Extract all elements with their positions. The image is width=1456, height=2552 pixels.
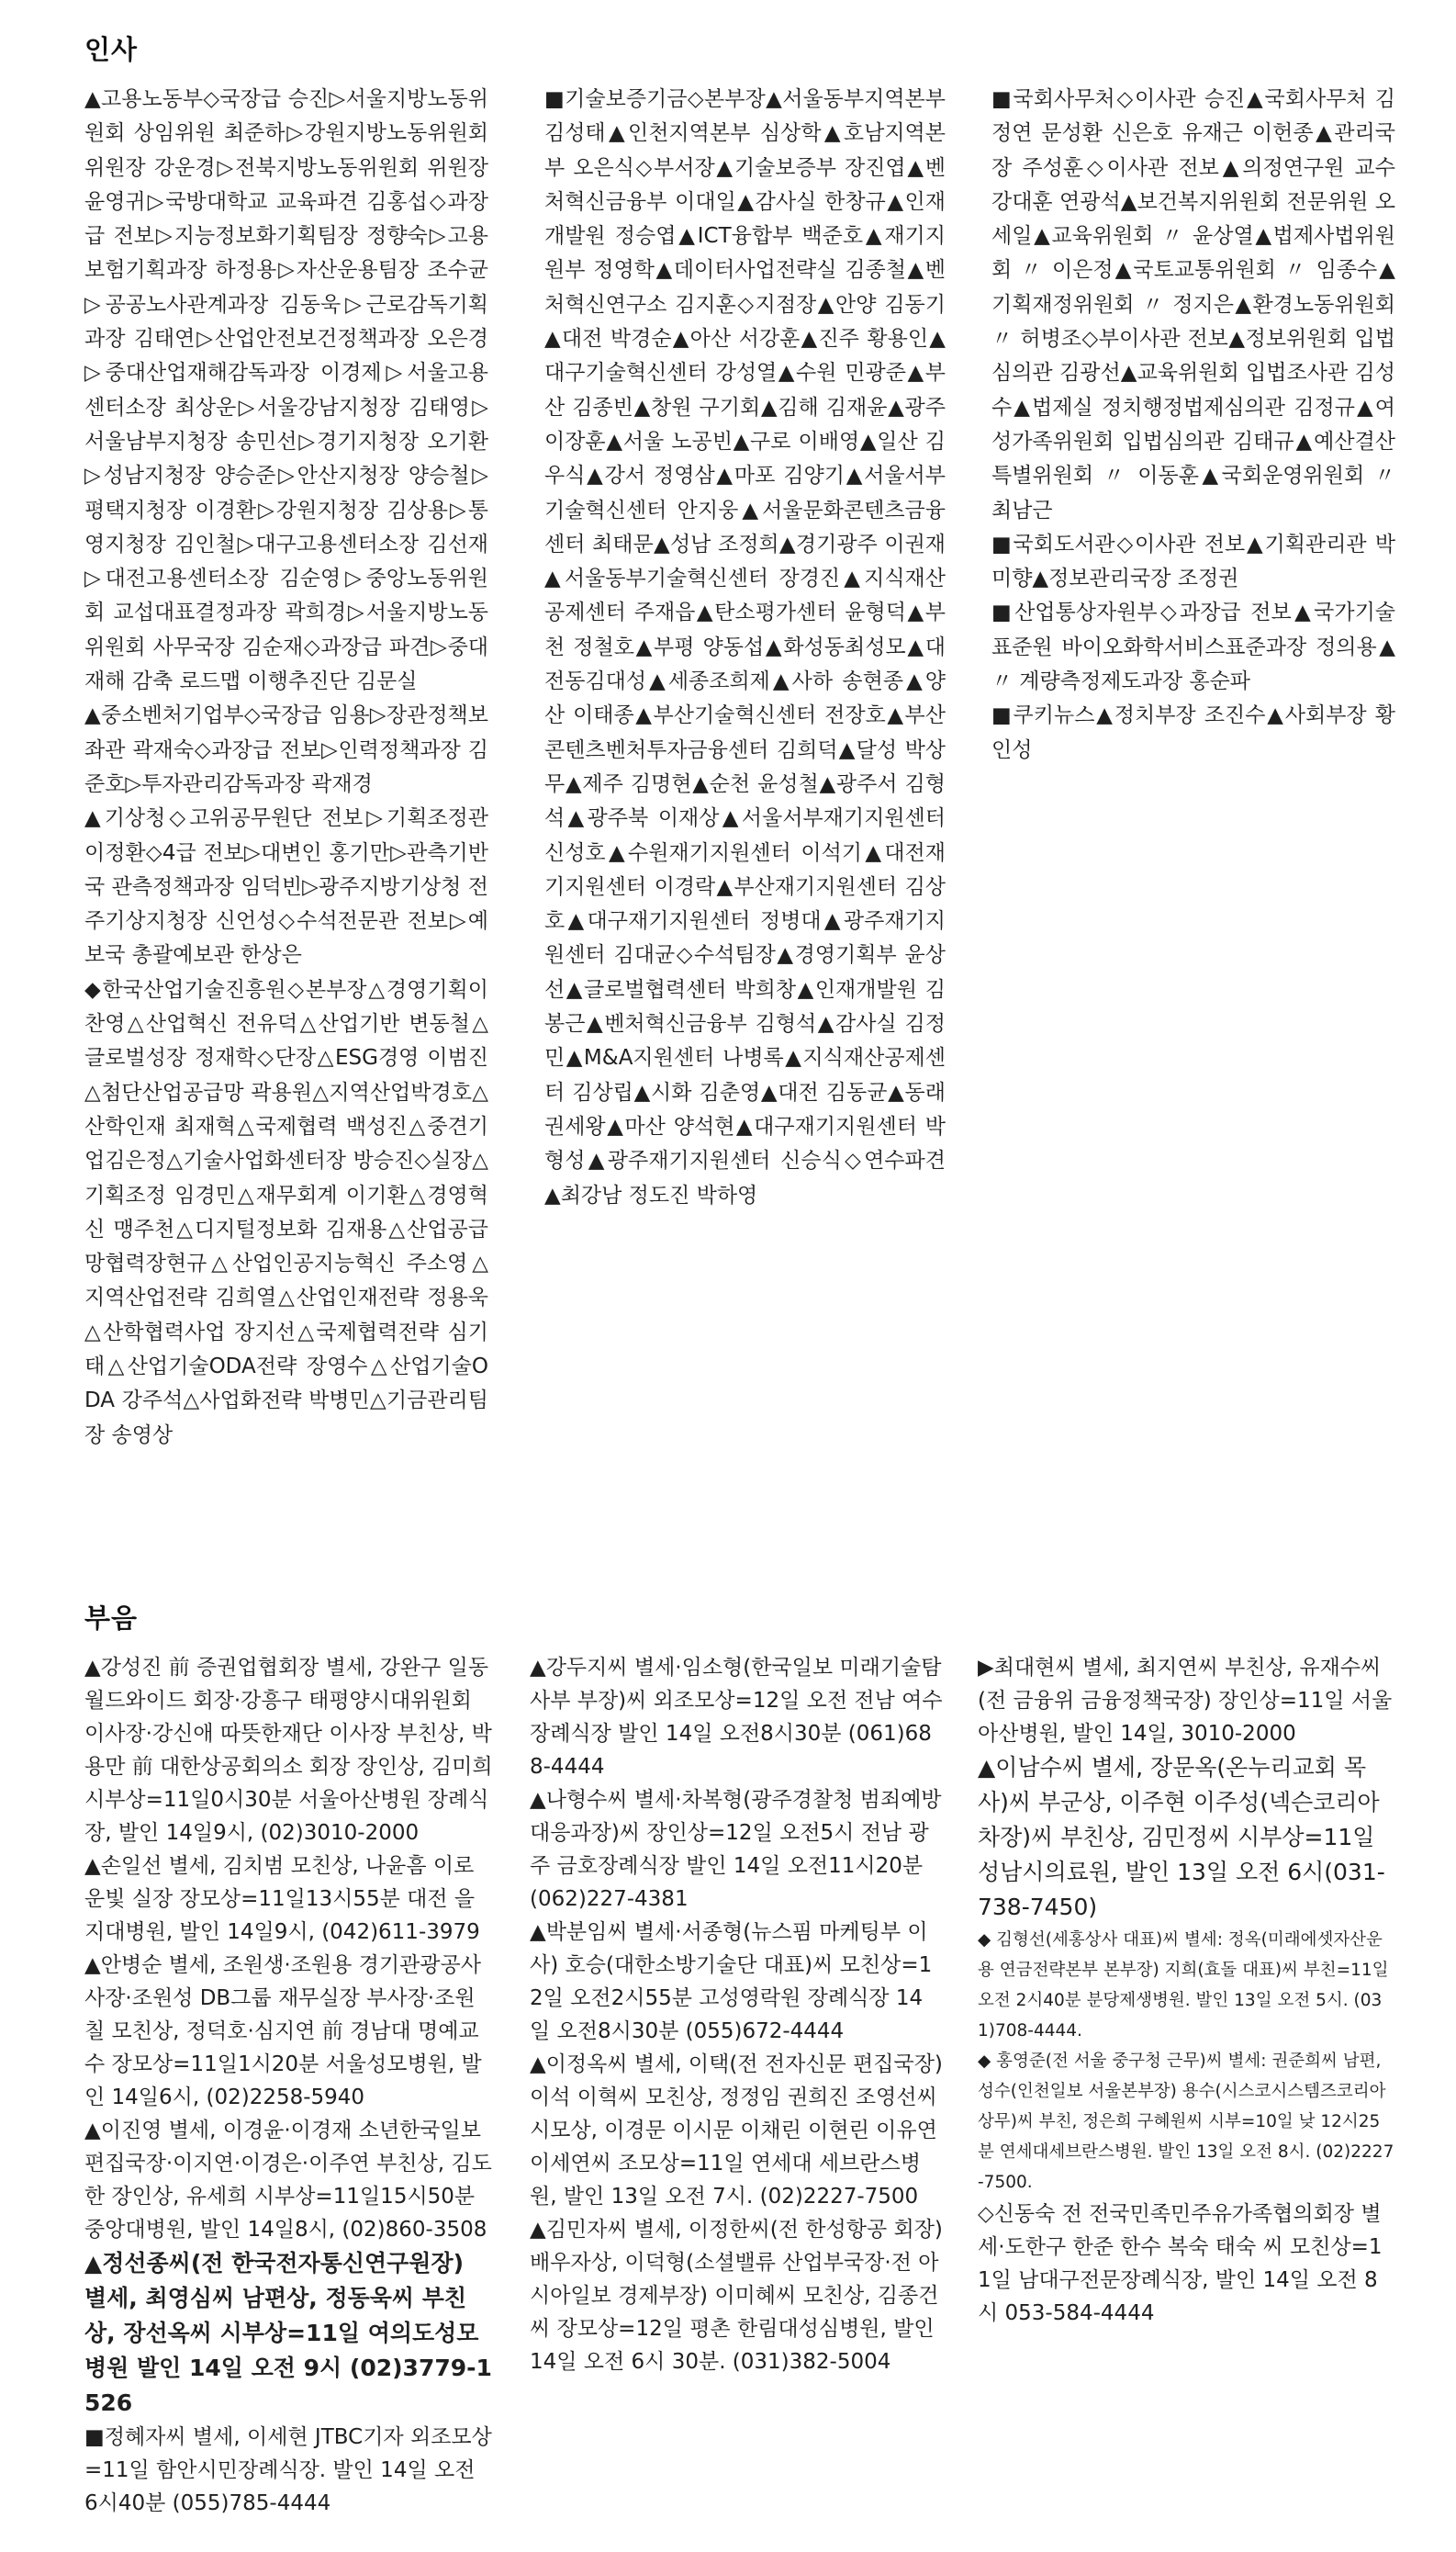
- personnel-entry: ■산업통상자원부◇과장급 전보▲국가기술표준원 바이오화학서비스표준과장 정의용▲〃 계량측정제도과장 홍순파: [991, 601, 1395, 694]
- personnel-entry: ▲기상청◇고위공무원단 전보▷기획조정관 이정환◇4급 전보▷대변인 홍기만▷관측기반국 관측정책과장 임덕빈▷광주지방기상청 전주기상지청장 신언성◇수석전문관 전보▷예보국 총괄예보관 한상은: [84, 806, 488, 968]
- obituary-column-3: [978, 1651, 1395, 2330]
- obituary-entry: ▲박분임씨 별세·서종형(뉴스핌 마케팅부 이사) 호승(대한소방기술단 대표)씨 모친상=12일 오전2시55분 고성영락원 장례식장 14일 오전8시30분 (055)672-4444: [530, 1920, 933, 2043]
- obituary-entry: ▶최대현씨 별세, 최지연씨 부친상, 유재수씨(전 금융위 금융정책국장) 장인상=11일 서울아산병원, 발인 14일, 3010-2000: [978, 1656, 1393, 1746]
- personnel-entry: ■국회도서관◇이사관 전보▲기획관리관 박미향▲정보관리국장 조정권: [991, 532, 1395, 591]
- personnel-entry: ■쿠키뉴스▲정치부장 조진수▲사회부장 황인성: [991, 703, 1395, 762]
- obituary-entry: ▲이진영 별세, 이경윤·이경재 소년한국일보 편집국장·이지연·이경은·이주연 부친상, 김도한 장인상, 유세희 시부상=11일15시50분 중앙대병원, 발인 14일8시, (02)860-3508: [84, 2119, 492, 2242]
- obituary-entry: ▲나형수씨 별세·차복형(광주경찰청 범죄예방대응과장)씨 장인상=12일 오전5시 전남 광주 금호장례식장 발인 14일 오전11시20분 (062)227-4381: [530, 1788, 942, 1911]
- obituary-column-1: [84, 1651, 493, 2520]
- obituary-entry: ◆ 김형선(세홍상사 대표)씨 별세: 정옥(미래에셋자산운용 연금전략본부 본부장) 지희(효돌 대표)씨 부친=11일 오전 2시40분 분당제생병원. 발인 13일 오전 5시. (031)708-4444.: [978, 1930, 1389, 2040]
- obituary-column-2: [530, 1651, 943, 2378]
- obituary-entry: ◆ 홍영준(전 서울 중구청 근무)씨 별세: 권준희씨 남편, 성수(인천일보 서울본부장) 용수(시스코시스템즈코리아 상무)씨 부친, 정은희 구혜원씨 시부=10일 낮 12시25분 연세대세브란스병원. 발인 13일 오전 8시. (02)2227-7500.: [978, 2052, 1394, 2192]
- personnel-column-2: [544, 83, 946, 1213]
- obituary-entry: ▲이정옥씨 별세, 이택(전 전자신문 편집국장) 이석 이혁씨 모친상, 정정임 권희진 조영선씨 시모상, 이경문 이시문 이채린 이현린 이유연 이세연씨 조모상=11일 연세대 세브란스병원, 발인 13일 오전 7시. (02)2227-7500: [530, 2052, 943, 2209]
- personnel-section-title: 인사: [84, 34, 139, 65]
- obituary-entry: ■정혜자씨 별세, 이세현 JTBC기자 외조모상=11일 함안시민장례식장. 발인 14일 오전 6시40분 (055)785-4444: [84, 2425, 492, 2515]
- personnel-entry: ◆한국산업기술진흥원◇본부장△경영기획이찬영△산업혁신 전유덕△산업기반 변동철△글로벌성장 정재학◇단장△ESG경영 이범진△첨단산업공급망 곽용원△지역산업박경호△산학인재 최재혁△국제협력 백성진△중견기업김은정△기술사업화센터장 방승진◇실장△기획조정 임경민△재무회계 이기환△경영혁신 맹주천△디지털정보화 김재용△산업공급망협력장현규△산업인공지능혁신 주소영△지역산업전략 김희열△산업인재전략 정용욱△산학협력사업 장지선△국제협력전략 심기태△산업기술ODA전략 장영수△산업기술ODA 강주석△사업화전략 박병민△기금관리팀장 송영상: [84, 977, 488, 1447]
- personnel-entry: ▲중소벤처기업부◇국장급 임용▷장관정책보좌관 곽재숙◇과장급 전보▷인력정책과장 김준호▷투자관리감독과장 곽재경: [84, 703, 488, 796]
- obituary-entry: ▲이남수씨 별세, 장문옥(온누리교회 목사)씨 부군상, 이주현 이주성(넥슨코리아 차장)씨 부친상, 김민정씨 시부상=11일 성남시의료원, 발인 13일 오전 6시(031-738-7450): [978, 1754, 1385, 1920]
- obituary-entry: ◇신동숙 전 전국민족민주유가족협의회장 별세·도한구 한준 한수 복숙 태숙 씨 모친상=11일 남대구전문장례식장, 발인 14일 오전 8시 053-584-4444: [978, 2202, 1383, 2325]
- obituary-entry: ▲정선종씨(전 한국전자통신연구원장) 별세, 최영심씨 남편상, 정동욱씨 부친상, 장선옥씨 시부상=11일 여의도성모병원 발인 14일 오전 9시 (02)3779-1526: [84, 2250, 492, 2416]
- personnel-column-1: [84, 83, 488, 1453]
- personnel-entry: ▲고용노동부◇국장급 승진▷서울지방노동위원회 상임위원 최준하▷강원지방노동위원회 위원장 강운경▷전북지방노동위원회 위원장 윤영귀▷국방대학교 교육파견 김홍섭◇과장급 전보▷지능정보화기획팀장 정향숙▷고용보험기획과장 하정용▷자산운용팀장 조수균▷공공노사관계과장 김동욱▷근로감독기획과장 김태연▷산업안전보건정책과장 오은경▷중대산업재해감독과장 이경제▷서울고용센터소장 최상운▷서울강남지청장 김태영▷서울남부지청장 송민선▷경기지청장 오기환▷성남지청장 양승준▷안산지청장 양승철▷평택지청장 이경환▷강원지청장 김상용▷통영지청장 김인철▷대구고용센터소장 김선재▷대전고용센터소장 김순영▷중앙노동위원회 교섭대표결정과장 곽희경▷서울지방노동위원회 사무국장 김순재◇과장급 파견▷중대재해 감축 로드맵 이행추진단 김문실: [84, 87, 488, 694]
- personnel-entry: ■기술보증기금◇본부장▲서울동부지역본부 김성태▲인천지역본부 심상학▲호남지역본부 오은식◇부서장▲기술보증부 장진엽▲벤처혁신금융부 이대일▲감사실 한창규▲인재개발원 정승엽▲ICT융합부 백준호▲재기지원부 정영학▲데이터사업전략실 김종철▲벤처혁신연구소 김지훈◇지점장▲안양 김동기▲대전 박경순▲아산 서강훈▲진주 황용인▲대구기술혁신센터 강성열▲수원 민광준▲부산 김종빈▲창원 구기회▲김해 김재윤▲광주 이장훈▲서울 노공빈▲구로 이배영▲일산 김우식▲강서 정영삼▲마포 김양기▲서울서부기술혁신센터 안지웅▲서울문화콘텐츠금융센터 최태문▲성남 조정희▲경기광주 이권재▲서울동부기술혁신센터 장경진▲지식재산공제센터 주재읍▲탄소평가센터 윤형덕▲부천 정철호▲부평 양동섭▲화성동최성모▲대전동김대성▲세종조희제▲사하 송현종▲양산 이태종▲부산기술혁신센터 전장호▲부산콘텐츠벤처투자금융센터 김희덕▲달성 박상무▲제주 김명현▲순천 윤성철▲광주서 김형석▲광주북 이재상▲서울서부재기지원센터 신성호▲수원재기지원센터 이석기▲대전재기지원센터 이경락▲부산재기지원센터 김상호▲대구재기지원센터 정병대▲광주재기지원센터 김대균◇수석팀장▲경영기획부 윤상선▲글로벌협력센터 박희창▲인재개발원 김봉근▲벤처혁신금융부 김형석▲감사실 김정민▲M&A지원센터 나병록▲지식재산공제센터 김상립▲시화 김춘영▲대전 김동균▲동래 권세왕▲마산 양석현▲대구재기지원센터 박형성▲광주재기지원센터 신승식◇연수파견▲최강남 정도진 박하영: [544, 87, 946, 1208]
- obituary-entry: ▲안병순 별세, 조원생·조원용 경기관광공사 사장·조원성 DB그룹 재무실장 부사장·조원칠 모친상, 정덕호·심지연 前 경남대 명예교수 장모상=11일1시20분 서울성모병원, 발인 14일6시, (02)2258-5940: [84, 1953, 482, 2109]
- obituary-entry: ▲손일선 별세, 김치범 모친상, 나윤흠 이로운빛 실장 장모상=11일13시55분 대전 을지대병원, 발인 14일9시, (042)611-3979: [84, 1854, 480, 1944]
- personnel-column-3: [991, 83, 1395, 768]
- obituary-entry: ▲김민자씨 별세, 이정한씨(전 한성항공 회장) 배우자상, 이덕형(소셜밸류 산업부국장·전 아시아일보 경제부장) 이미혜씨 모친상, 김종건씨 장모상=12일 평촌 한림대성심병원, 발인 14일 오전 6시 30분. (031)382-5004: [530, 2218, 943, 2374]
- personnel-entry: ■국회사무처◇이사관 승진▲국회사무처 김정연 문성환 신은호 유재근 이헌종▲관리국장 주성훈◇이사관 전보▲의정연구원 교수 강대훈 연광석▲보건복지위원회 전문위원 오세일▲교육위원회 〃 윤상열▲법제사법위원회 〃 이은정▲국토교통위원회 〃 임종수▲기획재정위원회 〃 정지은▲환경노동위원회 〃 허병조◇부이사관 전보▲정보위원회 입법심의관 김광선▲교육위원회 입법조사관 김성수▲법제실 정치행정법제심의관 김정규▲여성가족위원회 입법심의관 김태규▲예산결산특별위원회 〃 이동훈▲국회운영위원회 〃 최남근: [991, 87, 1395, 523]
- obituary-section-title: 부음: [84, 1602, 139, 1634]
- obituary-entry: ▲강두지씨 별세·임소형(한국일보 미래기술탐사부 부장)씨 외조모상=12일 오전 전남 여수 장례식장 발인 14일 오전8시30분 (061)688-4444: [530, 1656, 943, 1779]
- obituary-entry: ▲강성진 前 증권업협회장 별세, 강완구 일동월드와이드 회장·강흥구 태평양시대위원회 이사장·강신애 따뜻한재단 이사장 부친상, 박용만 前 대한상공회의소 회장 장인상, 김미희 시부상=11일0시30분 서울아산병원 장례식장, 발인 14일9시, (02)3010-2000: [84, 1656, 493, 1845]
